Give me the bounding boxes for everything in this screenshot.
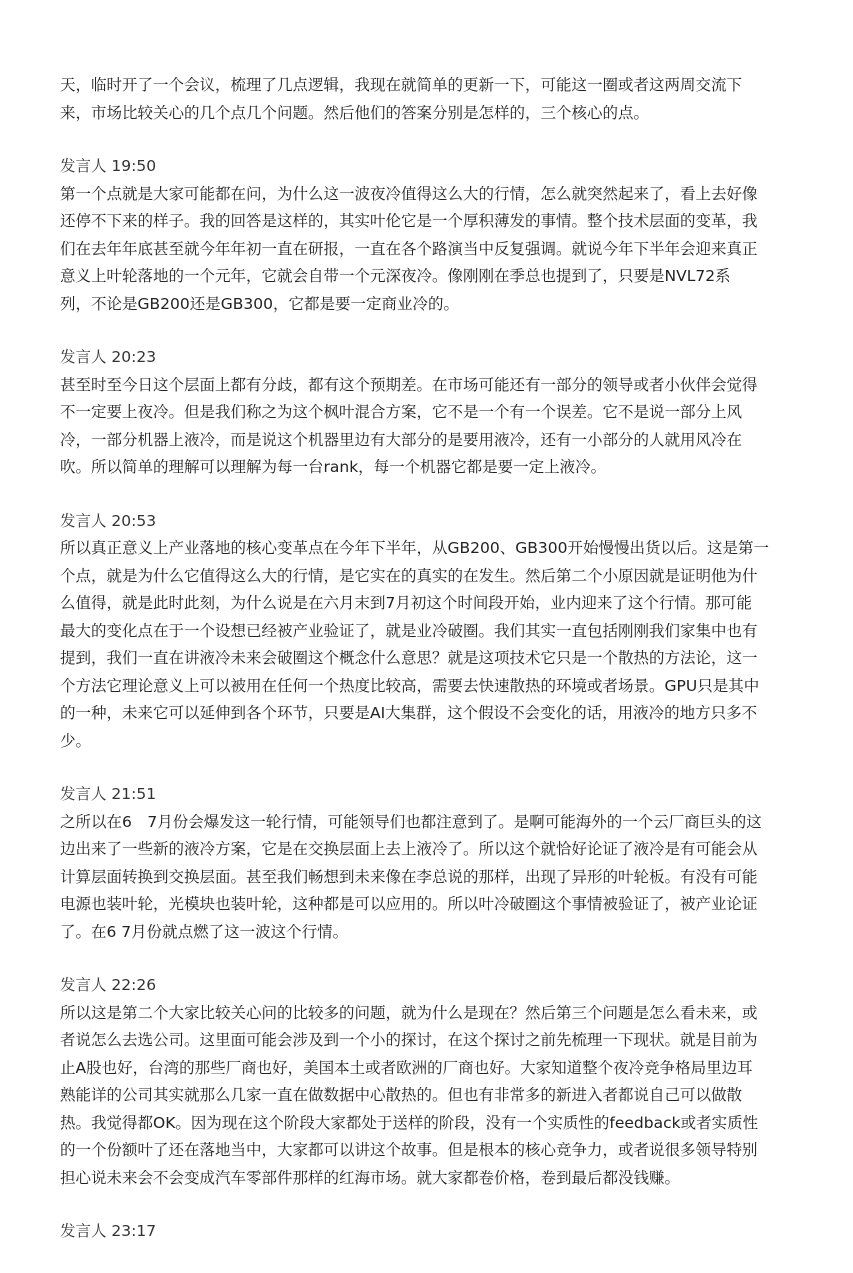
text-line: 个方法它理论意义上可以被用在任何一个热度比较高，需要去快速散热的环境或者场景。GPU只是其中 <box>60 676 760 695</box>
text-line: 么值得，就是此时此刻，为什么说是在六月末到7月初这个时间段开始，业内迎来了这个行情。那可能 <box>60 594 752 612</box>
text-line: 吹。所以简单的理解可以理解为每一台rank，每一个机器它都是要一定上液冷。 <box>60 458 607 476</box>
text-line: 计算层面转换到交换层面。甚至我们畅想到未来像在李总说的那样，出现了异形的叶轮板。有没有可能 <box>60 867 758 886</box>
speaker-timestamp: 发言人 22:26 <box>60 976 157 994</box>
speaker-timestamp: 发言人 20:53 <box>60 511 157 530</box>
speaker-timestamp: 发言人 23:17 <box>60 1222 157 1240</box>
text-line: 天，临时开了一个会议，梳理了几点逻辑，我现在就简单的更新一下，可能这一圈或者这两周交流下 <box>60 76 743 94</box>
speaker-timestamp: 发言人 20:23 <box>60 348 157 366</box>
speaker-segment <box>60 972 820 1192</box>
text-line: 热。我觉得都OK。因为现在这个阶段大家都处于送样的阶段，没有一个实质性的feedback或者实质性 <box>60 1113 759 1132</box>
transcript-document <box>60 72 820 1246</box>
speaker-timestamp: 发言人 21:51 <box>60 785 157 803</box>
text-line: 还停不下来的样子。我的回答是这样的，其实叶伦它是一个厚积薄发的事情。整个技术层面的变革，我 <box>60 212 758 230</box>
text-line: 了。在6 7月份就点燃了这一波这个行情。 <box>60 922 349 941</box>
text-line: 意义上叶轮落地的一个元年，它就会自带一个元深夜冷。像刚刚在季总也提到了，只要是NVL72系 <box>60 267 731 285</box>
text-line: 们在去年年底甚至就今年年初一直在研报，一直在各个路演当中反复强调。就说今年下半年会迎来真正 <box>60 239 758 258</box>
text-line: 担心说未来会不会变成汽车零部件那样的红海市场。就大家都卷价格，卷到最后都没钱赚。 <box>60 1168 681 1187</box>
text-line: 边出来了一些新的液冷方案，它是在交换层面上去上液冷了。所以这个就恰好论证了液冷是有可能会从 <box>60 840 758 858</box>
speaker-segment <box>60 344 820 482</box>
text-line: 止A股也好，台湾的那些厂商也好，美国本土或者欧洲的厂商也好。大家知道整个夜冷竞争格局里边耳 <box>60 1058 753 1077</box>
text-line: 不一定要上夜冷。但是我们称之为这个枫叶混合方案，它不是一个有一个误差。它不是说一部分上风 <box>60 403 743 421</box>
text-line: 者说怎么去选公司。这里面可能会涉及到一个小的探讨，在这个探讨之前先梳理一下现状。就是目前为 <box>60 1031 758 1049</box>
text-line: 的一种，未来它可以延伸到各个环节，只要是AI大集群，这个假设不会变化的话，用液冷的地方只多不 <box>60 704 758 722</box>
text-line: 列，不论是GB200还是GB300，它都是要一定商业冷的。 <box>60 294 459 313</box>
text-line: 所以真正意义上产业落地的核心变革点在今年下半年，从GB200、GB300开始慢慢出货以后。这是第一 <box>60 539 769 557</box>
speaker-segment <box>60 781 820 946</box>
text-line: 电源也装叶轮，光模块也装叶轮，这种都是可以应用的。所以叶冷破圈这个事情被验证了，被产业论证 <box>60 895 758 913</box>
text-line: 少。 <box>60 731 92 750</box>
speaker-segment <box>60 508 820 756</box>
text-line: 甚至时至今日这个层面上都有分歧，都有这个预期差。在市场可能还有一部分的领导或者小伙伴会觉得 <box>60 375 758 394</box>
speaker-timestamp: 发言人 19:50 <box>60 157 157 175</box>
text-line: 第一个点就是大家可能都在问，为什么这一波夜冷值得这么大的行情，怎么就突然起来了，看上去好像 <box>60 184 758 203</box>
text-line: 提到，我们一直在讲液冷未来会破圈这个概念什么意思？就是这项技术它只是一个散热的方法论，这一 <box>60 649 758 667</box>
text-line: 最大的变化点在于一个设想已经被产业验证了，就是业冷破圈。我们其实一直包括刚刚我们家集中也有 <box>60 621 758 640</box>
intro-paragraph <box>60 72 820 127</box>
text-line: 熟能详的公司其实就那么几家一直在做数据中心散热的。但也有非常多的新进入者都说自己可以做散 <box>60 1086 743 1104</box>
text-line: 个点，就是为什么它值得这么大的行情，是它实在的真实的在发生。然后第二个小原因就是证明他为什 <box>60 566 758 585</box>
text-line: 冷，一部分机器上液冷，而是说这个机器里边有大部分的是要用液冷，还有一小部分的人就用风冷在 <box>60 430 743 449</box>
text-line: 之所以在6 7月份会爆发这一轮行情，可能领导们也都注意到了。是啊可能海外的一个云厂商巨头的这 <box>60 812 762 831</box>
text-line: 来，市场比较关心的几个点几个问题。然后他们的答案分别是怎样的，三个核心的点。 <box>60 103 650 122</box>
text-line: 的一个份额叶了还在落地当中，大家都可以讲这个故事。但是根本的核心竞争力，或者说很多领导特别 <box>60 1141 758 1159</box>
speaker-segment <box>60 1218 820 1246</box>
text-line: 所以这是第二个大家比较关心问的比较多的问题，就为什么是现在？然后第三个问题是怎么看未来，或 <box>60 1003 758 1022</box>
speaker-segment <box>60 153 820 318</box>
